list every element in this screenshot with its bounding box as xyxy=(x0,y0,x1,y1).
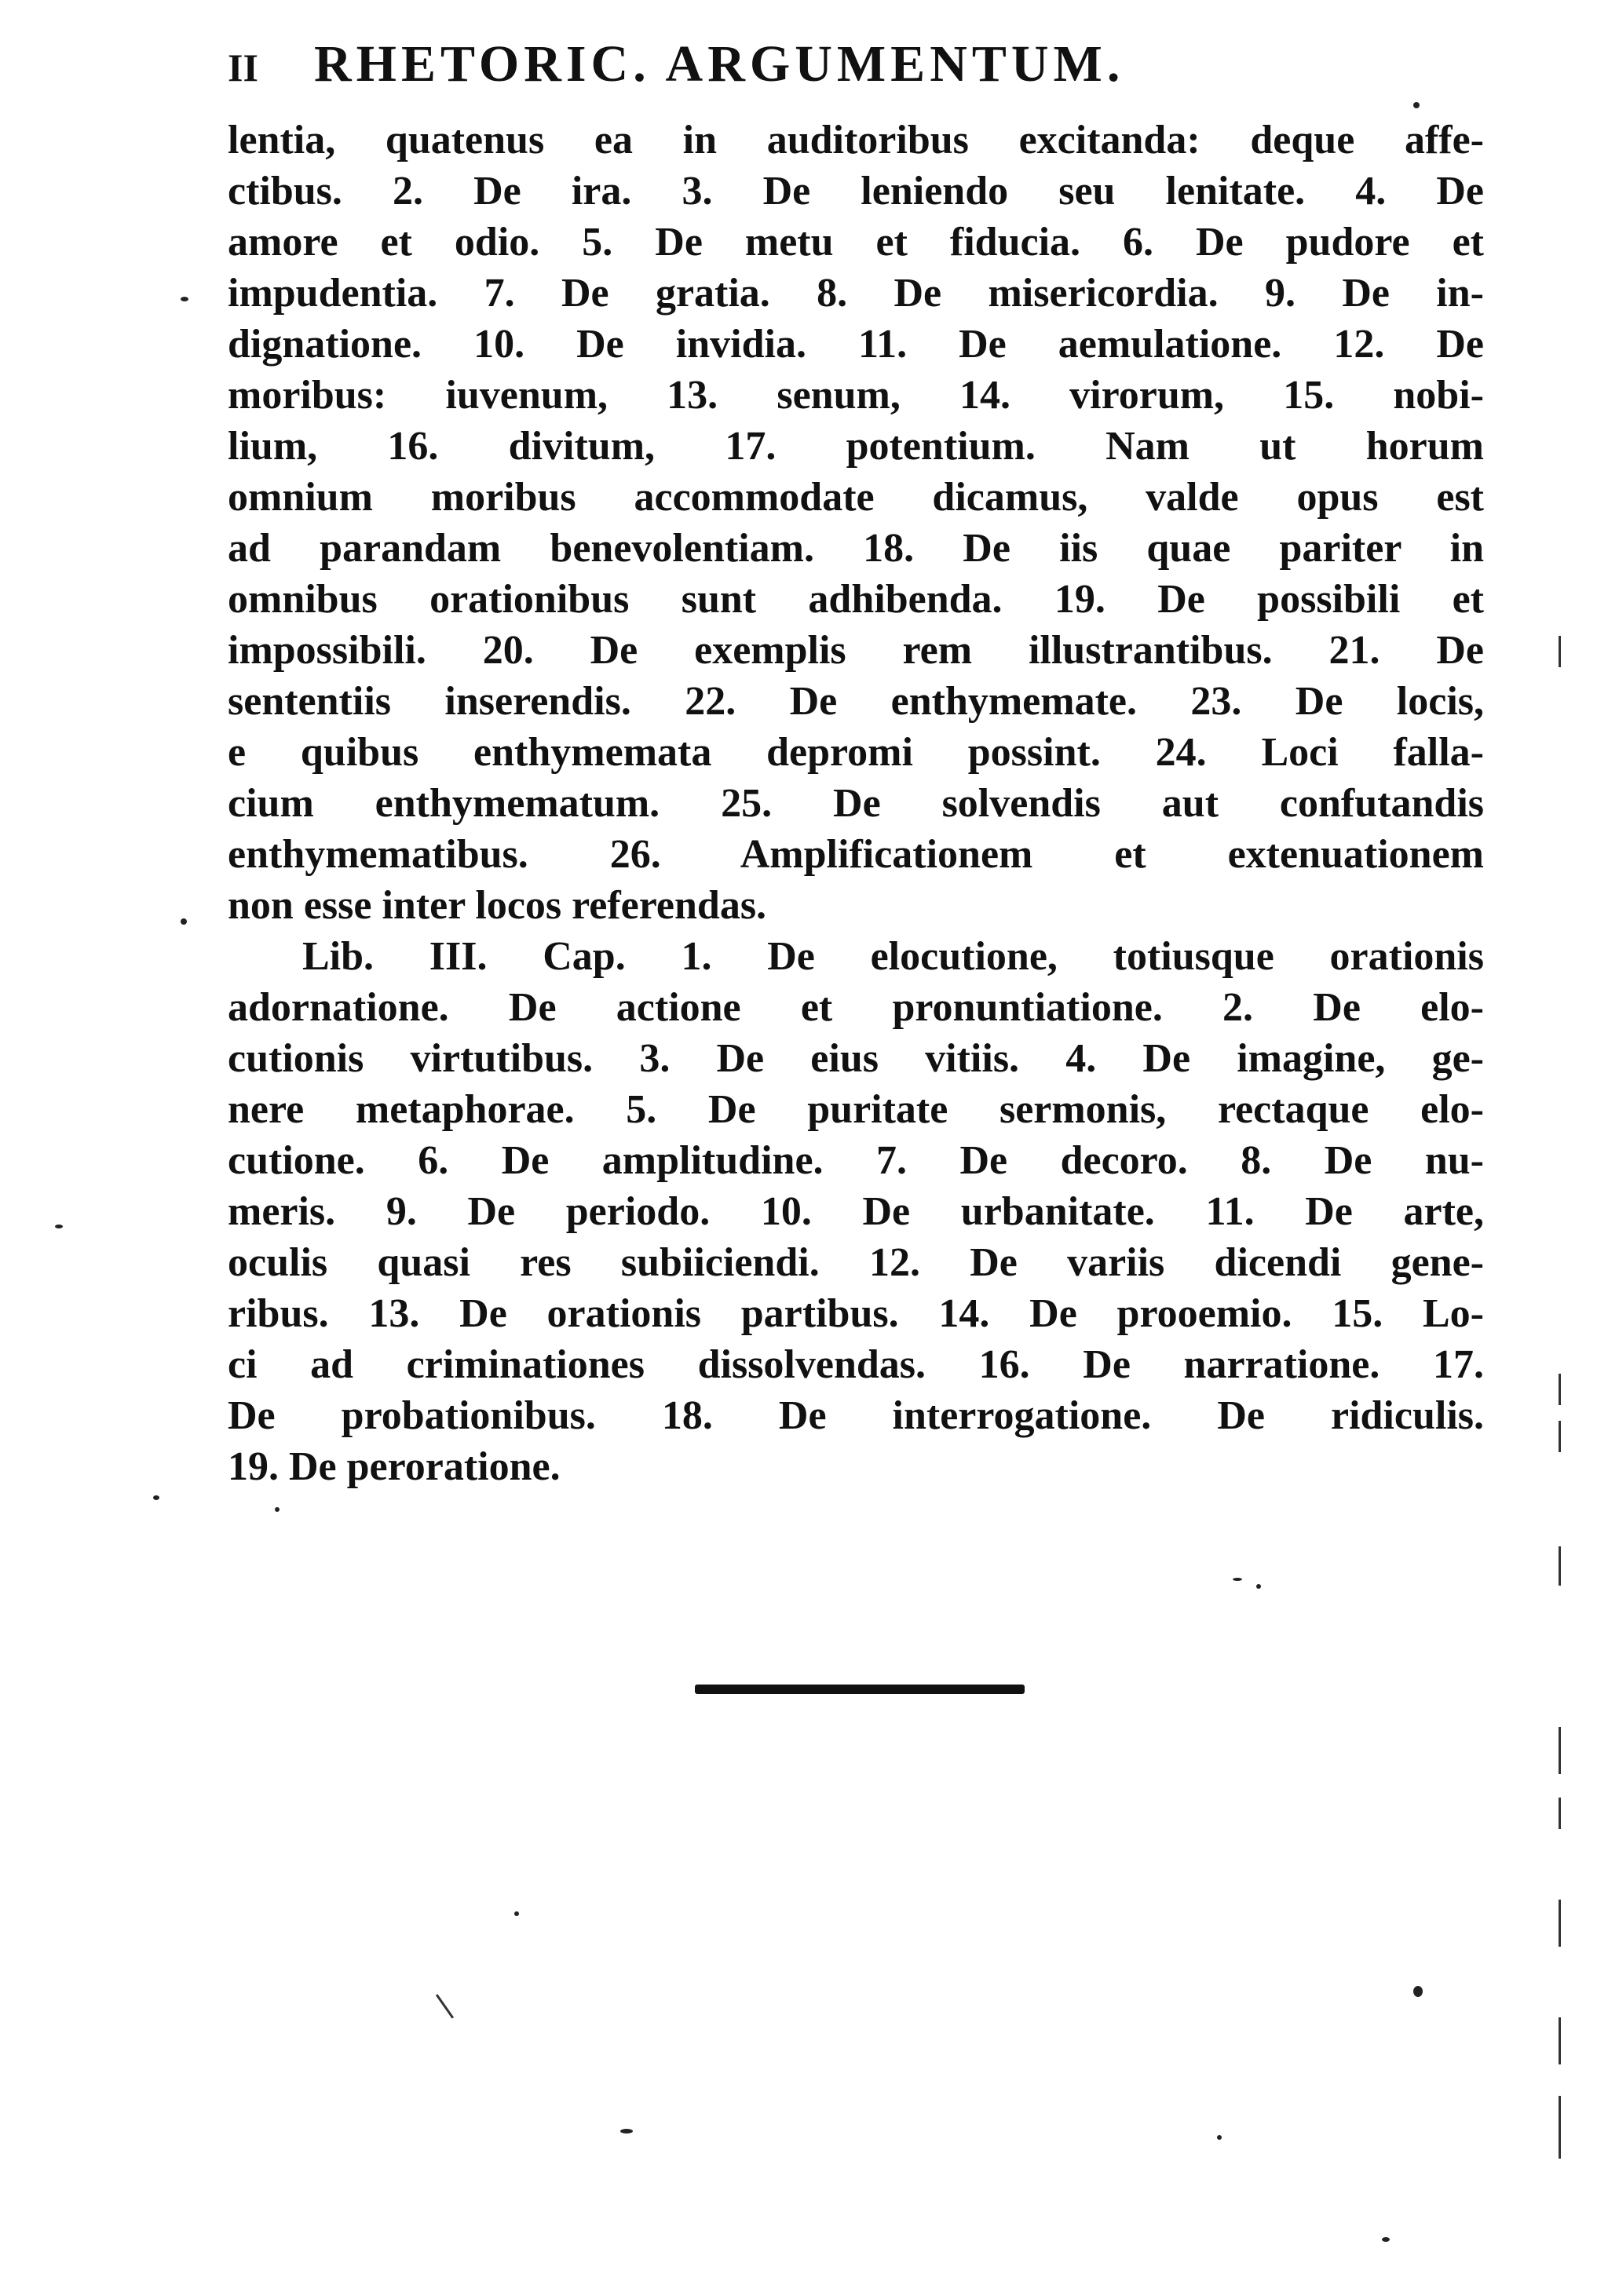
scan-speck xyxy=(1217,2135,1222,2140)
text-line: sententiis inserendis. 22. De enthymemate. 23. De locis, xyxy=(228,679,1484,724)
scan-speck xyxy=(1413,1986,1423,1997)
text-line: moribus: iuvenum, 13. senum, 14. virorum, 15. nobi- xyxy=(228,373,1484,418)
scan-speck xyxy=(1256,1584,1261,1589)
text-line: Lib. III. Cap. 1. De elocutione, totiusque orationis xyxy=(302,934,1484,979)
page-number: II xyxy=(228,46,258,89)
page-header xyxy=(228,35,1484,105)
scan-speck xyxy=(1382,2237,1390,2242)
text-line: lentia, quatenus ea in auditoribus excitanda: deque affe- xyxy=(228,118,1484,162)
text-line: e quibus enthymemata depromi possint. 24. Loci falla- xyxy=(228,730,1484,775)
scan-speck xyxy=(514,1911,519,1916)
scan-margin-stroke xyxy=(1559,2017,1561,2064)
text-line: enthymematibus. 26. Amplificationem et extenuationem xyxy=(228,832,1484,877)
scan-speck xyxy=(153,1495,159,1500)
scan-speck xyxy=(181,918,187,925)
text-line: De probationibus. 18. De interrogatione. De ridiculis. xyxy=(228,1393,1484,1438)
scan-margin-stroke xyxy=(1559,1798,1561,1829)
text-line: 19. De peroratione. xyxy=(228,1444,561,1489)
scan-margin-stroke xyxy=(1559,2096,1561,2159)
paragraph-book-two-contents xyxy=(228,115,1484,931)
body-text xyxy=(228,115,1484,1492)
scan-speck xyxy=(275,1507,280,1512)
scan-speck xyxy=(181,297,188,301)
text-line: meris. 9. De periodo. 10. De urbanitate. 11. De arte, xyxy=(228,1189,1484,1234)
scan-speck xyxy=(1413,102,1420,108)
text-line: amore et odio. 5. De metu et fiducia. 6. De pudore et xyxy=(228,220,1484,265)
running-title: RHETORIC. ARGUMENTUM. xyxy=(314,35,1125,93)
scan-speck xyxy=(1233,1578,1242,1581)
scan-margin-stroke xyxy=(1559,1727,1561,1774)
text-line: ribus. 13. De orationis partibus. 14. De prooemio. 15. Lo- xyxy=(228,1291,1484,1336)
text-line: impudentia. 7. De gratia. 8. De misericordia. 9. De in- xyxy=(228,271,1484,316)
scan-margin-stroke xyxy=(436,1994,454,2018)
text-line: omnium moribus accommodate dicamus, valde opus est xyxy=(228,475,1484,520)
scan-margin-stroke xyxy=(1559,1374,1561,1405)
text-line: dignatione. 10. De invidia. 11. De aemulatione. 12. De xyxy=(228,322,1484,367)
scan-speck xyxy=(620,2129,633,2134)
scan-margin-stroke xyxy=(1559,1546,1561,1586)
text-line: oculis quasi res subiiciendi. 12. De variis dicendi gene- xyxy=(228,1240,1484,1285)
paragraph-book-three-contents xyxy=(228,931,1484,1492)
text-line: adornatione. De actione et pronuntiatione. 2. De elo- xyxy=(228,985,1484,1030)
text-line: nere metaphorae. 5. De puritate sermonis, rectaque elo- xyxy=(228,1087,1484,1132)
end-rule xyxy=(695,1685,1025,1694)
scan-speck xyxy=(55,1225,63,1228)
text-line: ctibus. 2. De ira. 3. De leniendo seu lenitate. 4. De xyxy=(228,169,1484,214)
text-line: impossibili. 20. De exemplis rem illustrantibus. 21. De xyxy=(228,628,1484,673)
text-line: lium, 16. divitum, 17. potentium. Nam ut horum xyxy=(228,424,1484,469)
text-line: omnibus orationibus sunt adhibenda. 19. De possibili et xyxy=(228,577,1484,622)
text-line: cutione. 6. De amplitudine. 7. De decoro. 8. De nu- xyxy=(228,1138,1484,1183)
text-line: non esse inter locos referendas. xyxy=(228,883,767,928)
text-line: cium enthymematum. 25. De solvendis aut confutandis xyxy=(228,781,1484,826)
text-line: ci ad criminationes dissolvendas. 16. De narratione. 17. xyxy=(228,1342,1484,1387)
text-line: ad parandam benevolentiam. 18. De iis quae pariter in xyxy=(228,526,1484,571)
text-line: cutionis virtutibus. 3. De eius vitiis. 4. De imagine, ge- xyxy=(228,1036,1484,1081)
scan-margin-stroke xyxy=(1559,1421,1561,1452)
scan-margin-stroke xyxy=(1559,636,1561,667)
scan-margin-stroke xyxy=(1559,1900,1561,1947)
